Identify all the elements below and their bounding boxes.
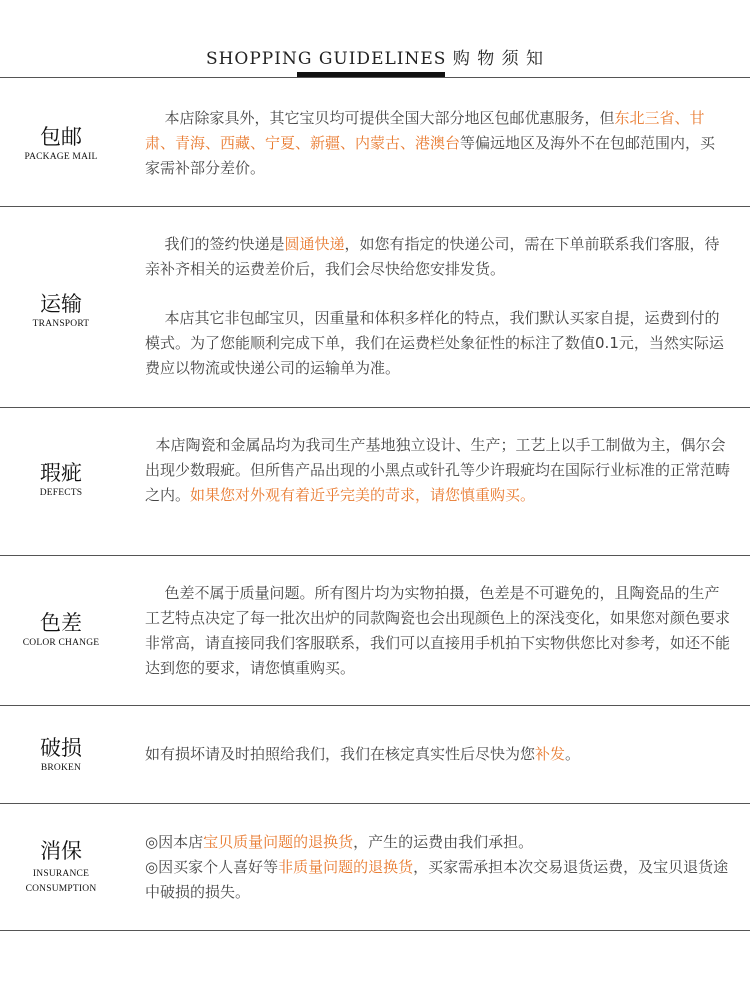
paragraph: 本店除家具外，其它宝贝均可提供全国大部分地区包邮优惠服务，但东北三省、甘肃、青海、西藏、宁夏、新疆、内蒙古、港澳台等偏远地区及海外不在包邮范围内，买家需补部分差价。	[145, 109, 716, 177]
section-title-zh: 消保	[40, 839, 82, 863]
paragraph: 如有损坏请及时拍照给我们，我们在核定真实性后尽快为您补发。	[145, 745, 581, 763]
section-title-en: DEFECTS	[39, 488, 83, 498]
section-title-zh: 包邮	[40, 125, 82, 149]
section-label	[0, 460, 122, 501]
paragraph: 我们的签约快递是圆通快递，如您有指定的快递公司，需在下单前联系我们客服，待亲补齐相关的运费差价后，我们会尽快给您安排发货。	[145, 235, 720, 278]
section-title-zh: 运输	[40, 292, 82, 316]
section-color-change	[0, 556, 750, 705]
section-body	[145, 581, 730, 681]
divider	[0, 930, 750, 931]
section-label	[0, 610, 122, 651]
section-body	[145, 742, 730, 767]
section-transport	[0, 207, 750, 407]
section-defects	[0, 408, 750, 555]
paragraph: 本店其它非包邮宝贝，因重量和体积多样化的特点，我们默认买家自提，运费到付的模式。为了您能顺利完成下单，我们在运费栏处象征性的标注了数值0.1元，当然实际运费应以物流或快递公司的运输单为准。	[145, 309, 724, 377]
section-body	[145, 433, 730, 508]
section-title-en: BROKEN	[40, 763, 82, 773]
paragraph: 本店陶瓷和金属品均为我司生产基地独立设计、生产；工艺上以手工制做为主，偶尔会出现少数瑕疵。但所售产品出现的小黑点或针孔等少许瑕疵均在国际行业标准的正常范畴之内。如果您对外观有着近乎完美的苛求，请您慎重购买。	[145, 436, 731, 504]
section-title-zh: 瑕疵	[40, 461, 82, 485]
section-label	[0, 735, 122, 776]
section-body	[145, 232, 730, 381]
section-title-en: TRANSPORT	[32, 319, 90, 329]
section-title-en-line1: INSURANCE	[32, 869, 90, 879]
paragraph: ◎因买家个人喜好等非质量问题的退换货，买家需承担本次交易退货运费，及宝贝退货途中破损的损失。	[145, 858, 729, 901]
section-insurance-consumption	[0, 804, 750, 930]
page-title: SHOPPING GUIDELINES 购 物 须 知	[205, 49, 545, 69]
page-header	[0, 0, 750, 78]
section-title-en: COLOR CHANGE	[22, 638, 100, 648]
section-broken	[0, 706, 750, 803]
section-title-en: PACKAGE MAIL	[24, 152, 98, 162]
section-package-mail	[0, 78, 750, 206]
section-title-zh: 色差	[40, 611, 82, 635]
section-label	[0, 838, 122, 897]
section-body	[145, 830, 730, 905]
section-title-en-line2: CONSUMPTION	[25, 884, 97, 894]
section-label	[0, 124, 122, 165]
paragraph: ◎因本店宝贝质量问题的退换货，产生的运费由我们承担。	[145, 833, 534, 851]
section-body	[145, 106, 730, 181]
paragraph: 色差不属于质量问题。所有图片均为实物拍摄，色差是不可避免的，且陶瓷品的生产工艺特点决定了每一批次出炉的同款陶瓷也会出现颜色上的深浅变化，如果您对颜色要求非常高，请直接同我们客服联系，我们可以直接用手机拍下实物供您比对参考，如还不能达到您的要求，请您慎重购买。	[145, 584, 731, 677]
section-title-zh: 破损	[40, 736, 82, 760]
section-label	[0, 291, 122, 332]
